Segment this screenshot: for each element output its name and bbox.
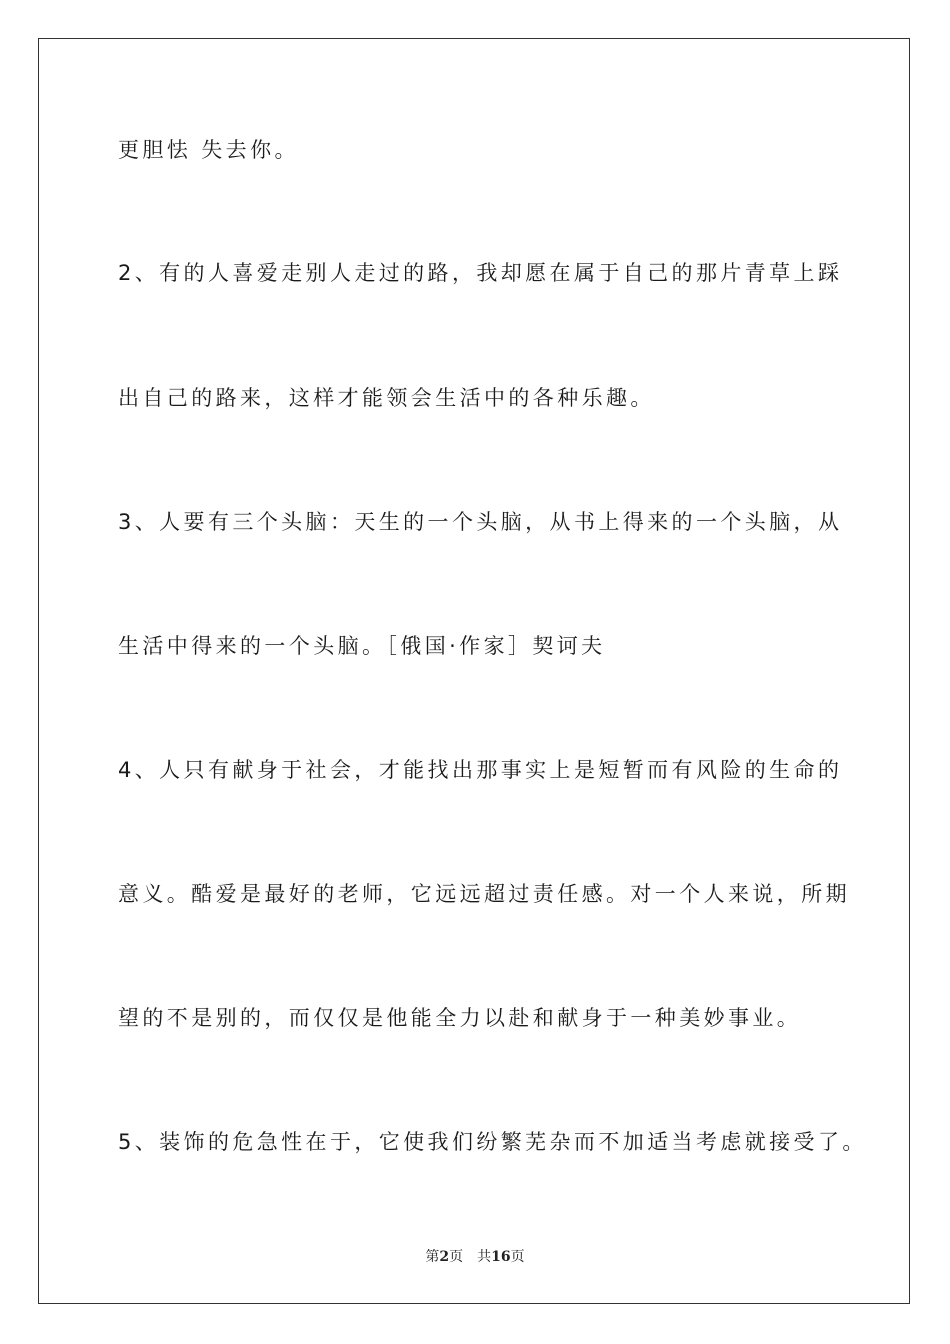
page-border [38, 38, 910, 1304]
text-line-8: 望的不是别的，而仅仅是他能全力以赴和献身于一种美妙事业。 [118, 1006, 802, 1030]
page-footer [0, 1246, 950, 1266]
footer-total-number: 16 [491, 1249, 511, 1265]
footer-total-suffix: 页 [510, 1249, 525, 1265]
footer-page-number: 2 [439, 1249, 450, 1265]
text-line-3: 出自己的路来，这样才能领会生活中的各种乐趣。 [118, 386, 655, 410]
text-line-9: 5、装饰的危急性在于，它使我们纷繁芜杂而不加适当考虑就接受了。 [118, 1130, 867, 1154]
text-line-4: 3、人要有三个头脑：天生的一个头脑，从书上得来的一个头脑，从 [118, 510, 843, 534]
text-line-7: 意义。酷爱是最好的老师，它远远超过责任感。对一个人来说，所期 [118, 882, 850, 906]
text-line-1: 更胆怯 失去你。 [118, 138, 299, 162]
footer-total-prefix: 共 [477, 1249, 492, 1265]
text-line-5: 生活中得来的一个头脑。［俄国·作家］契诃夫 [118, 634, 606, 658]
text-line-2: 2、有的人喜爱走别人走过的路，我却愿在属于自己的那片青草上踩 [118, 261, 843, 285]
footer-page-suffix: 页 [449, 1249, 464, 1265]
text-line-6: 4、人只有献身于社会，才能找出那事实上是短暂而有风险的生命的 [118, 758, 843, 782]
footer-page-prefix: 第 [425, 1249, 440, 1265]
